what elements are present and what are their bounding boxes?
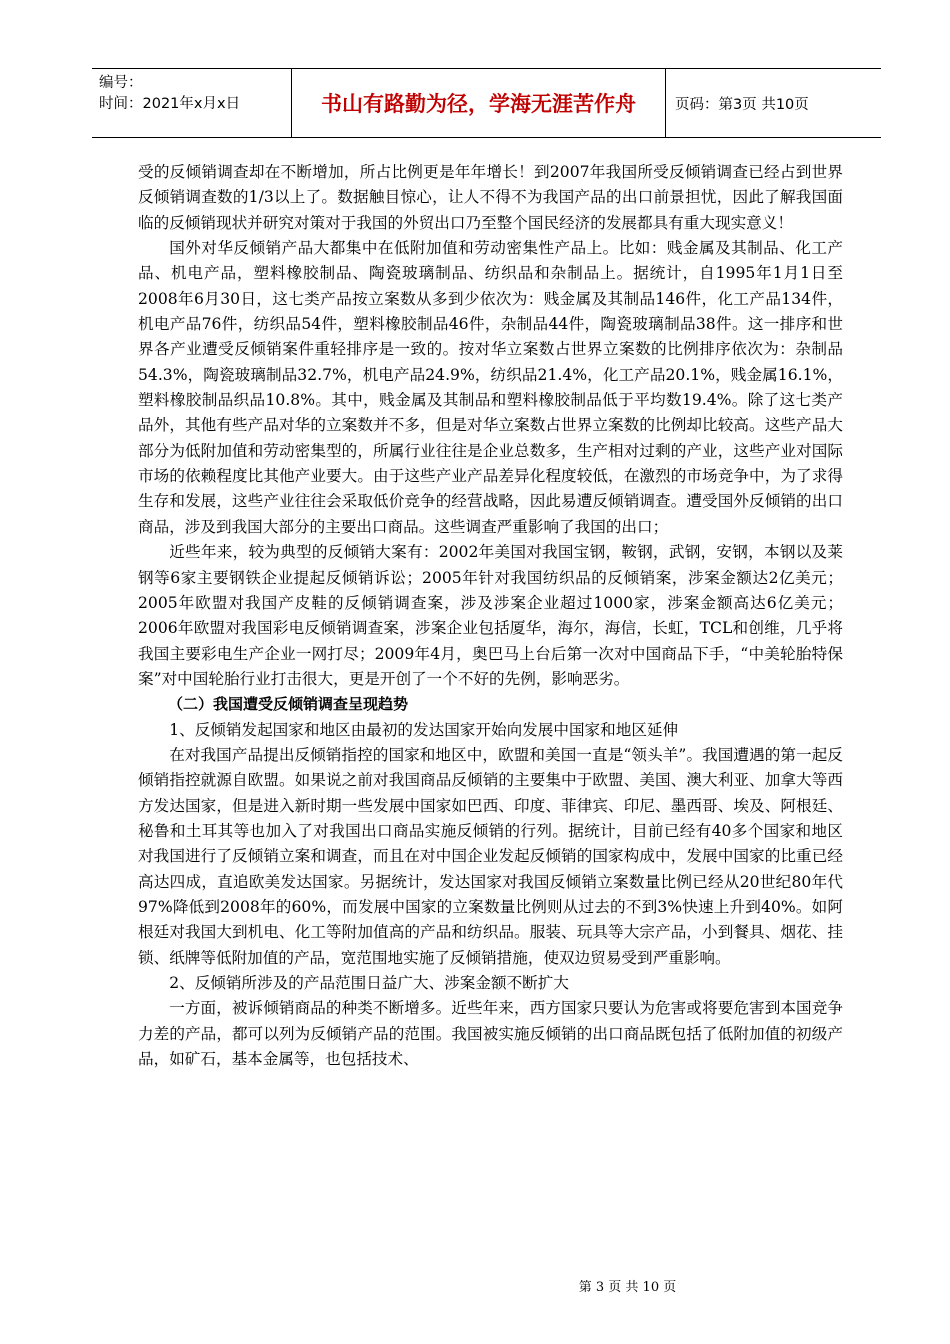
document-number-label: 编号： [99, 75, 143, 91]
subsection-heading: 1、反倾销发起国家和地区由最初的发达国家开始向发展中国家和地区延伸 [169, 720, 679, 739]
document-time-label: 时间：2021年x月x日 [99, 96, 241, 112]
page-footer: 第 3 页 共 10 页 [578, 1280, 677, 1295]
document-body [138, 160, 843, 1072]
paragraph: 一方面，被诉倾销商品的种类不断增多。近些年来，西方国家只要认为危害或将要危害到本国竞争力差的产品，都可以列为反倾销产品的范围。我国被实施反倾销的出口商品既包括了低附加值的初级产品，如矿石，基本金属等，也包括技术、 [138, 999, 843, 1069]
header-meta [92, 69, 292, 137]
header-motto: 书山有路勤为径，学海无涯苦作舟 [292, 69, 666, 137]
paragraph: 受的反倾销调查却在不断增加，所占比例更是年年增长！到2007年我国所受反倾销调查已经占到世界反倾销调查数的1/3以上了。数据触目惊心，让人不得不为我国产品的出口前景担忧，因此了解我国面临的反倾销现状并研究对策对于我国的外贸出口乃至整个国民经济的发展都具有重大现实意义！ [138, 163, 843, 232]
paragraph: 近些年来，较为典型的反倾销大案有：2002年美国对我国宝钢，鞍钢，武钢，安钢，本钢以及莱钢等6家主要钢铁企业提起反倾销诉讼；2005年针对我国纺织品的反倾销案，涉案金额达2亿美元；2005年欧盟对我国产皮鞋的反倾销调查案，涉及涉案企业超过1000家，涉案金额高达6亿美元；2006年欧盟对我国彩电反倾销调查案，涉案企业包括厦华，海尔，海信，长虹，TCL和创维，几乎将我国主要彩电生产企业一网打尽；2009年4月，奥巴马上台后第一次对中国商品下手，“中美轮胎特保案”对中国轮胎行业打击很大，更是开创了一个不好的先例，影响恶劣。 [138, 543, 843, 688]
paragraph: 在对我国产品提出反倾销指控的国家和地区中，欧盟和美国一直是“领头羊”。我国遭遇的第一起反倾销指控就源自欧盟。如果说之前对我国商品反倾销的主要集中于欧盟、美国、澳大利亚、加拿大等西方发达国家，但是进入新时期一些发展中国家如巴西、印度、菲律宾、印尼、墨西哥、埃及、阿根廷、秘鲁和土耳其等也加入了对我国出口商品实施反倾销的行列。据统计，目前已经有40多个国家和地区对我国进行了反倾销立案和调查，而且在对中国企业发起反倾销的国家构成中，发展中国家的比重已经高达四成，直追欧美发达国家。另据统计，发达国家对我国反倾销立案数量比例已经从20世纪80年代97%降低到2008年的60%，而发展中国家的立案数量比例则从过去的不到3%快速上升到40%。如阿根廷对我国大到机电、化工等附加值高的产品和纺织品。服装、玩具等大宗产品，小到餐具、烟花、挂锁、纸牌等低附加值的产品，宽范围地实施了反倾销措施，使双边贸易受到严重影响。 [138, 745, 843, 967]
header-page-code: 页码：第3页 共10页 [675, 96, 809, 113]
section-heading: （二）我国遭受反倾销调查呈现趋势 [168, 695, 409, 714]
subsection-heading: 2、反倾销所涉及的产品范围日益广大、涉案金额不断扩大 [169, 974, 569, 992]
paragraph: 国外对华反倾销产品大都集中在低附加值和劳动密集性产品上。比如：贱金属及其制品、化工产品、机电产品，塑料橡胶制品、陶瓷玻璃制品、纺织品和杂制品上。据统计，自1995年1月1日至2008年6月30日，这七类产品按立案数从多到少依次为：贱金属及其制品146件，化工产品134件，机电产品76件，纺织品54件，塑料橡胶制品46件，杂制品44件，陶瓷玻璃制品38件。这一排序和世界各产业遭受反倾销案件重轻排序是一致的。按对华立案数占世界立案数的比例排序依次为：杂制品54.3%，陶瓷玻璃制品32.7%，机电产品24.9%，纺织品21.4%，化工产品20.1%，贱金属16.1%，塑料橡胶制品织品10.8%。其中，贱金属及其制品和塑料橡胶制品低于平均数19.4%。除了这七类产品外，其他有些产品对华的立案数并不多，但是对华立案数占世界立案数的比例却比较高。这些产品大部分为低附加值和劳动密集型的，所属行业往往是企业总数多，生产相对过剩的产业，这些产业对国际市场的依赖程度比其他产业要大。由于这些产业产品差异化程度较低，在激烈的市场竞争中，为了求得生存和发展，这些产业往往会采取低价竞争的经营战略，因此易遭反倾销调查。遭受国外反倾销的出口商品，涉及到我国大部分的主要出口商品。这些调查严重影响了我国的出口； [138, 239, 843, 536]
page-header [92, 68, 881, 138]
